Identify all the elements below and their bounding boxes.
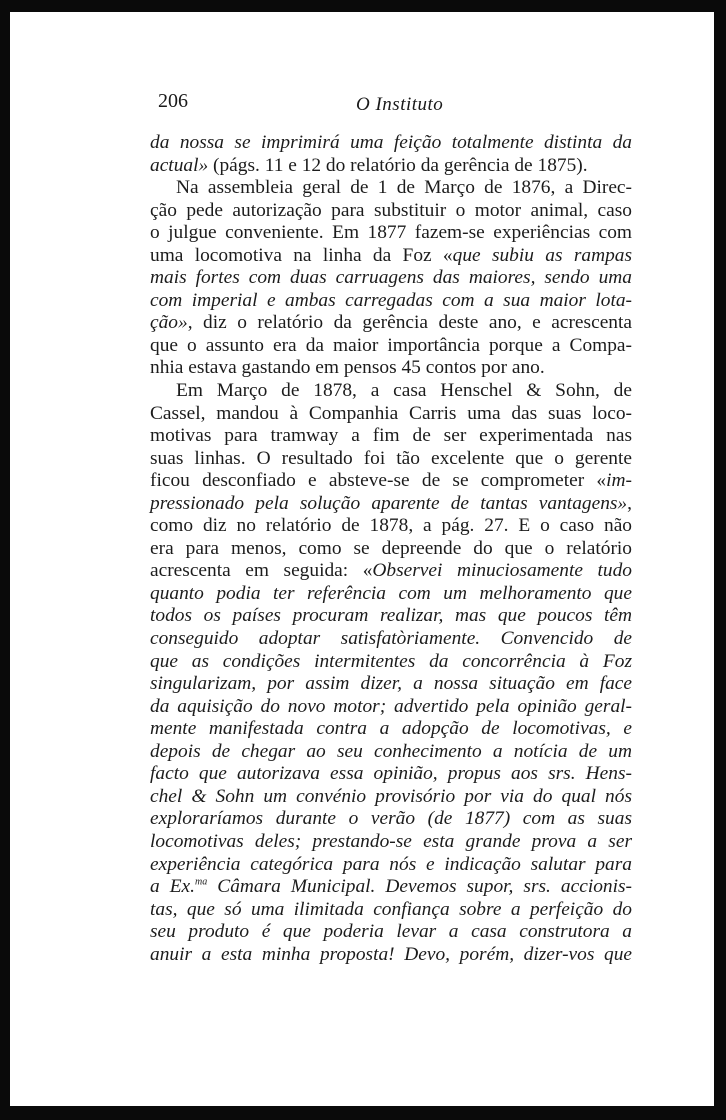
text-line [150,763,632,786]
text-line [150,515,632,538]
text-run: chel & Sohn um convénio provisório por via do qual nós [150,785,632,807]
text-line [150,605,632,628]
text-run: uma locomotiva na linha da Foz « [150,244,453,266]
text-run: Em Março de 1878, a casa Henschel & Sohn, de [176,380,632,402]
text-line [150,222,632,245]
body-text [150,132,632,966]
text-run: suas linhas. O resultado foi tão excelente que o gerente [150,447,632,469]
text-line [150,583,632,606]
text-run: Na assembleia geral de 1 de Março de 1876, a Direc- [176,177,632,199]
text-run: , diz o relatório da gerência deste ano, e acrescenta [187,312,632,334]
text-run: o julgue conveniente. Em 1877 fazem-se experiências com [150,222,632,244]
text-run: facto que autorizava essa opinião, propus aos srs. Hens- [150,763,632,785]
text-line [150,357,632,380]
text-run: da nossa se imprimirá uma feição totalmente distinta da [150,132,632,153]
text-line [150,470,632,493]
text-line [150,786,632,809]
text-run: mente manifestada contra a adopção de locomotivas, e [150,718,632,740]
text-run: com imperial e ambas carregadas com a sua maior lota- [150,289,632,311]
text-run: Cassel, mandou à Companhia Carris uma das suas loco- [150,402,632,424]
text-line [150,290,632,313]
text-line [150,876,632,899]
text-line [150,155,632,178]
text-line [150,267,632,290]
book-page [10,12,714,1106]
text-line [150,651,632,674]
text-run: que as condições intermitentes da concorrência à Foz [150,650,632,672]
text-run: , [627,492,632,514]
text-line [150,628,632,651]
text-run: depois de chegar ao seu conhecimento a notícia de um [150,740,632,762]
text-line [150,493,632,516]
text-run: da aquisição do novo motor; advertido pela opinião geral- [150,695,632,717]
text-run: nhia estava gastando em pensos 45 contos por ano. [150,357,545,379]
text-line [150,696,632,719]
text-line [150,380,632,403]
text-run: ficou desconfiado e absteve-se de se comprometer « [150,470,607,492]
running-title: O Instituto [356,94,444,115]
text-run: anuir a esta minha proposta! Devo, porém, dizer-vos que [150,943,632,965]
text-run: ção» [150,312,188,334]
page-header [10,90,714,120]
text-line [150,538,632,561]
text-line [150,448,632,471]
text-run: conseguido adoptar satisfatòriamente. Convencido de [150,628,632,650]
text-line [150,200,632,223]
text-run: ção pede autorização para substituir o motor animal, caso [150,199,632,221]
text-run: actual» [150,154,209,176]
text-run: Observei minuciosamente tudo [372,560,632,582]
text-line [150,718,632,741]
text-run: que subiu as rampas [452,244,633,266]
text-run: a Ex. [150,876,196,898]
text-run: experiência categórica para nós e indicação salutar para [150,853,632,875]
text-run: quanto podia ter referência com um melhoramento que [150,582,632,604]
text-line [150,831,632,854]
text-line [150,335,632,358]
text-line [150,673,632,696]
text-run: pressionado pela solução aparente de tantas vantagens» [150,492,628,514]
text-line [150,312,632,335]
text-run: era para menos, como se depreende do que o relatório [150,537,632,559]
text-run: seu produto é que poderia levar a casa construtora a [150,921,632,943]
page-number: 206 [158,90,188,112]
text-line [150,132,632,155]
text-run: mais fortes com duas carruagens das maiores, sendo uma [150,267,632,289]
text-run: como diz no relatório de 1878, a pág. 27. E o caso não [150,515,632,537]
text-run: motivas para tramway a fim de ser experimentada nas [150,425,632,447]
text-run: Câmara Municipal. Devemos supor, srs. accionis- [207,876,632,898]
text-run: exploraríamos durante o verão (de 1877) com as suas [150,808,632,830]
text-line [150,245,632,268]
text-line [150,177,632,200]
text-line [150,425,632,448]
text-line [150,921,632,944]
text-run: (págs. 11 e 12 do relatório da gerência de 1875). [208,154,588,176]
text-run: singularizam, por assim dizer, a nossa situação em face [150,673,632,695]
text-line [150,560,632,583]
text-run: acrescenta em seguida: « [150,560,373,582]
text-line [150,854,632,877]
superscript: ma [195,876,208,888]
text-line [150,899,632,922]
text-run: locomotivas deles; prestando-se esta grande prova a ser [150,830,632,852]
text-run: im- [606,470,632,492]
text-line [150,944,632,967]
text-run: tas, que só uma ilimitada confiança sobre a perfeição do [150,898,632,920]
text-line [150,403,632,426]
text-run: todos os países procuram realizar, mas que poucos têm [150,605,632,627]
text-line [150,741,632,764]
text-line [150,808,632,831]
text-run: que o assunto era da maior importância porque a Compa- [150,334,632,356]
